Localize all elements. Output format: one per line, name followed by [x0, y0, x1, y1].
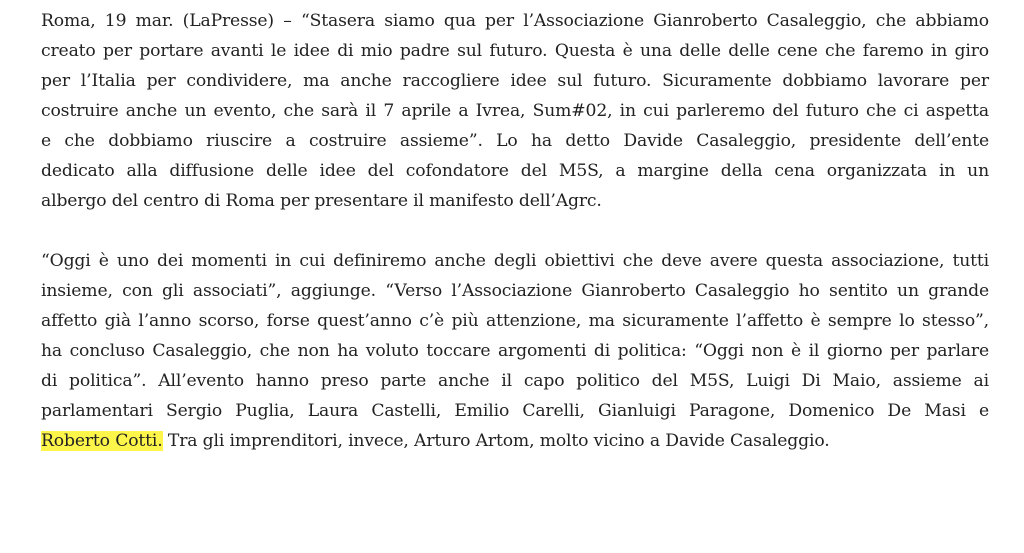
text-line: albergo del centro di Roma per presentare il manifesto dell’Agrc. [41, 191, 602, 211]
paragraph-2 [41, 246, 989, 456]
text-line: “Oggi è uno dei momenti in cui definiremo anche degli obiettivi che deve avere questa associazione, tutti [41, 251, 989, 271]
text-line: di politica”. All’evento hanno preso parte anche il capo politico del M5S, Luigi Di Maio, assieme ai [41, 371, 989, 391]
text-line: Roma, 19 mar. (LaPresse) – “Stasera siamo qua per l’Associazione Gianroberto Casaleggio, che abbiamo [41, 11, 989, 31]
text-line: costruire anche un evento, che sarà il 7 aprile a Ivrea, Sum#02, in cui parleremo del futuro che ci aspetta [41, 101, 989, 121]
text-line: dedicato alla diffusione delle idee del cofondatore del M5S, a margine della cena organizzata in un [41, 161, 989, 181]
text-line-final [41, 426, 989, 456]
text-line: per l’Italia per condividere, ma anche raccogliere idee sul futuro. Sicuramente dobbiamo lavorare per [41, 71, 989, 91]
text-line: insieme, con gli associati”, aggiunge. “Verso l’Associazione Gianroberto Casaleggio ho sentito un grande [41, 281, 989, 301]
text-line: creato per portare avanti le idee di mio padre sul futuro. Questa è una delle delle cene che faremo in giro [41, 41, 989, 61]
final-sentence: Tra gli imprenditori, invece, Arturo Artom, molto vicino a Davide Casaleggio. [162, 431, 830, 451]
article-body [41, 6, 989, 456]
text-line: affetto già l’anno scorso, forse quest’anno c’è più attenzione, ma sicuramente l’affetto è sempre lo stesso”, [41, 311, 989, 331]
text-line: parlamentari Sergio Puglia, Laura Castelli, Emilio Carelli, Gianluigi Paragone, Domenico De Masi e [41, 401, 989, 421]
text-line: ha concluso Casaleggio, che non ha voluto toccare argomenti di politica: “Oggi non è il giorno per parlare [41, 341, 989, 361]
text-line: e che dobbiamo riuscire a costruire assieme”. Lo ha detto Davide Casaleggio, presidente dell’ente [41, 131, 989, 151]
highlighted-name: Roberto Cotti. [41, 431, 163, 451]
paragraph-1 [41, 6, 989, 216]
